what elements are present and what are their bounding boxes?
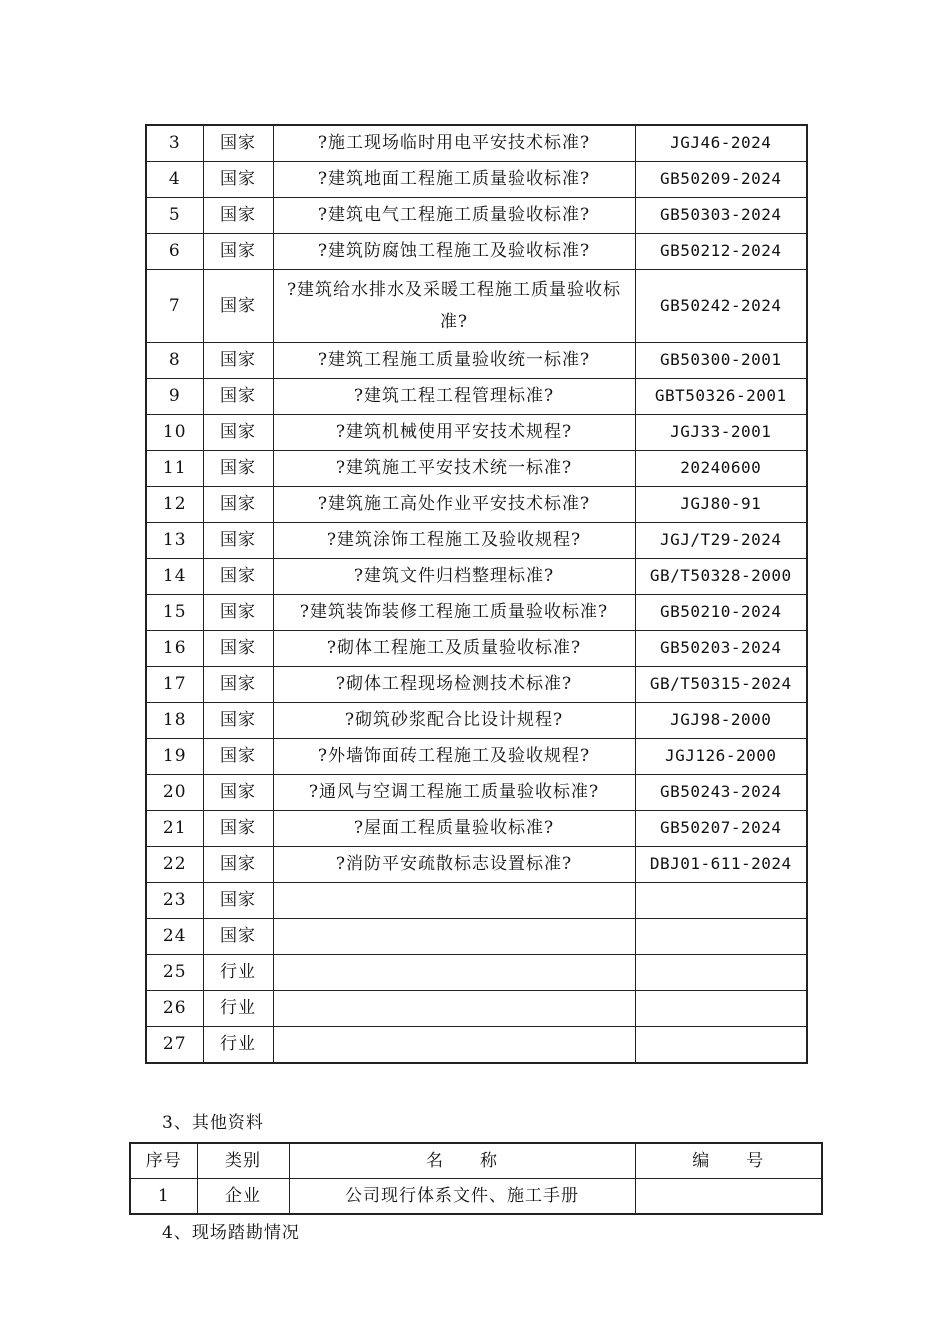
cell-type: 国家 bbox=[203, 198, 273, 234]
table-row bbox=[146, 847, 807, 883]
cell-no: 6 bbox=[146, 234, 203, 270]
cell-no: 14 bbox=[146, 559, 203, 595]
cell-code: JGJ126-2000 bbox=[635, 739, 807, 775]
cell-type: 国家 bbox=[203, 234, 273, 270]
cell-type: 国家 bbox=[203, 631, 273, 667]
cell-no: 9 bbox=[146, 379, 203, 415]
cell-name: ?砌筑砂浆配合比设计规程? bbox=[273, 703, 635, 739]
cell-no: 17 bbox=[146, 667, 203, 703]
header-type: 类别 bbox=[197, 1143, 289, 1179]
cell-name: ?建筑电气工程施工质量验收标准? bbox=[273, 198, 635, 234]
header-code: 编 号 bbox=[635, 1143, 822, 1179]
cell-type: 国家 bbox=[203, 523, 273, 559]
table-header-row bbox=[130, 1143, 822, 1179]
cell-code: JGJ98-2000 bbox=[635, 703, 807, 739]
cell-name: ?通风与空调工程施工质量验收标准? bbox=[273, 775, 635, 811]
cell-code bbox=[635, 883, 807, 919]
cell-name: ?建筑防腐蚀工程施工及验收标准? bbox=[273, 234, 635, 270]
table-row bbox=[146, 162, 807, 198]
table-row bbox=[146, 739, 807, 775]
cell-code: GB/T50315-2024 bbox=[635, 667, 807, 703]
cell-no: 10 bbox=[146, 415, 203, 451]
cell-name: ?建筑地面工程施工质量验收标准? bbox=[273, 162, 635, 198]
table-row bbox=[146, 667, 807, 703]
cell-code: GB50242-2024 bbox=[635, 270, 807, 343]
cell-name bbox=[273, 919, 635, 955]
cell-name: ?建筑施工平安技术统一标准? bbox=[273, 451, 635, 487]
cell-type: 国家 bbox=[203, 811, 273, 847]
cell-type: 国家 bbox=[203, 559, 273, 595]
cell-name: ?建筑涂饰工程施工及验收规程? bbox=[273, 523, 635, 559]
header-name: 名 称 bbox=[289, 1143, 635, 1179]
cell-code: GBT50326-2001 bbox=[635, 379, 807, 415]
cell-name: ?建筑机械使用平安技术规程? bbox=[273, 415, 635, 451]
table-row bbox=[146, 595, 807, 631]
table-row bbox=[146, 1027, 807, 1064]
cell-code: GB50207-2024 bbox=[635, 811, 807, 847]
cell-code: GB50300-2001 bbox=[635, 343, 807, 379]
table-row bbox=[146, 234, 807, 270]
cell-name bbox=[273, 1027, 635, 1064]
cell-name bbox=[273, 955, 635, 991]
cell-type: 行业 bbox=[203, 955, 273, 991]
cell-name: ?建筑给水排水及采暖工程施工质量验收标准? bbox=[273, 270, 635, 343]
cell-type: 国家 bbox=[203, 919, 273, 955]
cell-no: 12 bbox=[146, 487, 203, 523]
table-row bbox=[146, 523, 807, 559]
cell-code bbox=[635, 955, 807, 991]
cell-no: 18 bbox=[146, 703, 203, 739]
cell-code bbox=[635, 1179, 822, 1215]
cell-type: 国家 bbox=[203, 162, 273, 198]
cell-code: JGJ/T29-2024 bbox=[635, 523, 807, 559]
table-row bbox=[146, 703, 807, 739]
cell-code: JGJ46-2024 bbox=[635, 125, 807, 162]
cell-name: ?建筑装饰装修工程施工质量验收标准? bbox=[273, 595, 635, 631]
cell-no: 11 bbox=[146, 451, 203, 487]
cell-code: GB50212-2024 bbox=[635, 234, 807, 270]
cell-no: 13 bbox=[146, 523, 203, 559]
cell-type: 行业 bbox=[203, 991, 273, 1027]
table-row bbox=[146, 125, 807, 162]
cell-type: 行业 bbox=[203, 1027, 273, 1064]
cell-name: ?建筑文件归档整理标准? bbox=[273, 559, 635, 595]
table-row bbox=[146, 198, 807, 234]
cell-name: ?外墙饰面砖工程施工及验收规程? bbox=[273, 739, 635, 775]
cell-name: ?建筑工程施工质量验收统一标准? bbox=[273, 343, 635, 379]
cell-type: 国家 bbox=[203, 739, 273, 775]
cell-code: GB50303-2024 bbox=[635, 198, 807, 234]
cell-no: 26 bbox=[146, 991, 203, 1027]
cell-no: 8 bbox=[146, 343, 203, 379]
cell-name: ?砌体工程现场检测技术标准? bbox=[273, 667, 635, 703]
cell-type: 企业 bbox=[197, 1179, 289, 1215]
section-3-heading: 3、其他资料 bbox=[162, 1113, 264, 1133]
table-row bbox=[146, 415, 807, 451]
cell-no: 20 bbox=[146, 775, 203, 811]
cell-no: 4 bbox=[146, 162, 203, 198]
table-row bbox=[146, 631, 807, 667]
cell-type: 国家 bbox=[203, 883, 273, 919]
table-row bbox=[146, 919, 807, 955]
cell-name: ?砌体工程施工及质量验收标准? bbox=[273, 631, 635, 667]
table-row bbox=[130, 1179, 822, 1215]
table-row bbox=[146, 270, 807, 343]
cell-type: 国家 bbox=[203, 667, 273, 703]
cell-no: 5 bbox=[146, 198, 203, 234]
cell-code bbox=[635, 991, 807, 1027]
cell-code: GB50203-2024 bbox=[635, 631, 807, 667]
section-4-heading: 4、现场踏勘情况 bbox=[162, 1223, 300, 1243]
cell-name bbox=[273, 991, 635, 1027]
table-row bbox=[146, 343, 807, 379]
table-row bbox=[146, 775, 807, 811]
standards-table bbox=[145, 124, 808, 1064]
header-no: 序号 bbox=[130, 1143, 197, 1179]
cell-no: 15 bbox=[146, 595, 203, 631]
cell-code: GB/T50328-2000 bbox=[635, 559, 807, 595]
table-row bbox=[146, 955, 807, 991]
cell-code bbox=[635, 1027, 807, 1064]
cell-type: 国家 bbox=[203, 595, 273, 631]
cell-type: 国家 bbox=[203, 847, 273, 883]
table-row bbox=[146, 811, 807, 847]
cell-no: 1 bbox=[130, 1179, 197, 1215]
cell-type: 国家 bbox=[203, 487, 273, 523]
cell-type: 国家 bbox=[203, 451, 273, 487]
cell-name: ?建筑施工高处作业平安技术标准? bbox=[273, 487, 635, 523]
cell-code: JGJ33-2001 bbox=[635, 415, 807, 451]
cell-code: GB50210-2024 bbox=[635, 595, 807, 631]
cell-name: ?施工现场临时用电平安技术标准? bbox=[273, 125, 635, 162]
cell-name: ?建筑工程工程管理标准? bbox=[273, 379, 635, 415]
cell-no: 23 bbox=[146, 883, 203, 919]
table-row bbox=[146, 991, 807, 1027]
cell-code bbox=[635, 919, 807, 955]
cell-code: DBJ01-611-2024 bbox=[635, 847, 807, 883]
cell-name: 公司现行体系文件、施工手册 bbox=[289, 1179, 635, 1215]
table-row bbox=[146, 883, 807, 919]
table-row bbox=[146, 379, 807, 415]
table-row bbox=[146, 451, 807, 487]
cell-code: GB50209-2024 bbox=[635, 162, 807, 198]
cell-type: 国家 bbox=[203, 415, 273, 451]
cell-no: 22 bbox=[146, 847, 203, 883]
cell-code: JGJ80-91 bbox=[635, 487, 807, 523]
table-row bbox=[146, 559, 807, 595]
cell-type: 国家 bbox=[203, 270, 273, 343]
cell-type: 国家 bbox=[203, 125, 273, 162]
cell-type: 国家 bbox=[203, 379, 273, 415]
cell-type: 国家 bbox=[203, 775, 273, 811]
cell-no: 24 bbox=[146, 919, 203, 955]
cell-type: 国家 bbox=[203, 703, 273, 739]
cell-type: 国家 bbox=[203, 343, 273, 379]
cell-no: 19 bbox=[146, 739, 203, 775]
cell-no: 21 bbox=[146, 811, 203, 847]
cell-no: 7 bbox=[146, 270, 203, 343]
cell-no: 16 bbox=[146, 631, 203, 667]
cell-code: GB50243-2024 bbox=[635, 775, 807, 811]
cell-no: 27 bbox=[146, 1027, 203, 1064]
cell-no: 25 bbox=[146, 955, 203, 991]
cell-name: ?屋面工程质量验收标准? bbox=[273, 811, 635, 847]
cell-no: 3 bbox=[146, 125, 203, 162]
table-row bbox=[146, 487, 807, 523]
cell-name bbox=[273, 883, 635, 919]
cell-name: ?消防平安疏散标志设置标准? bbox=[273, 847, 635, 883]
other-materials-table bbox=[129, 1142, 823, 1215]
cell-code: 20240600 bbox=[635, 451, 807, 487]
